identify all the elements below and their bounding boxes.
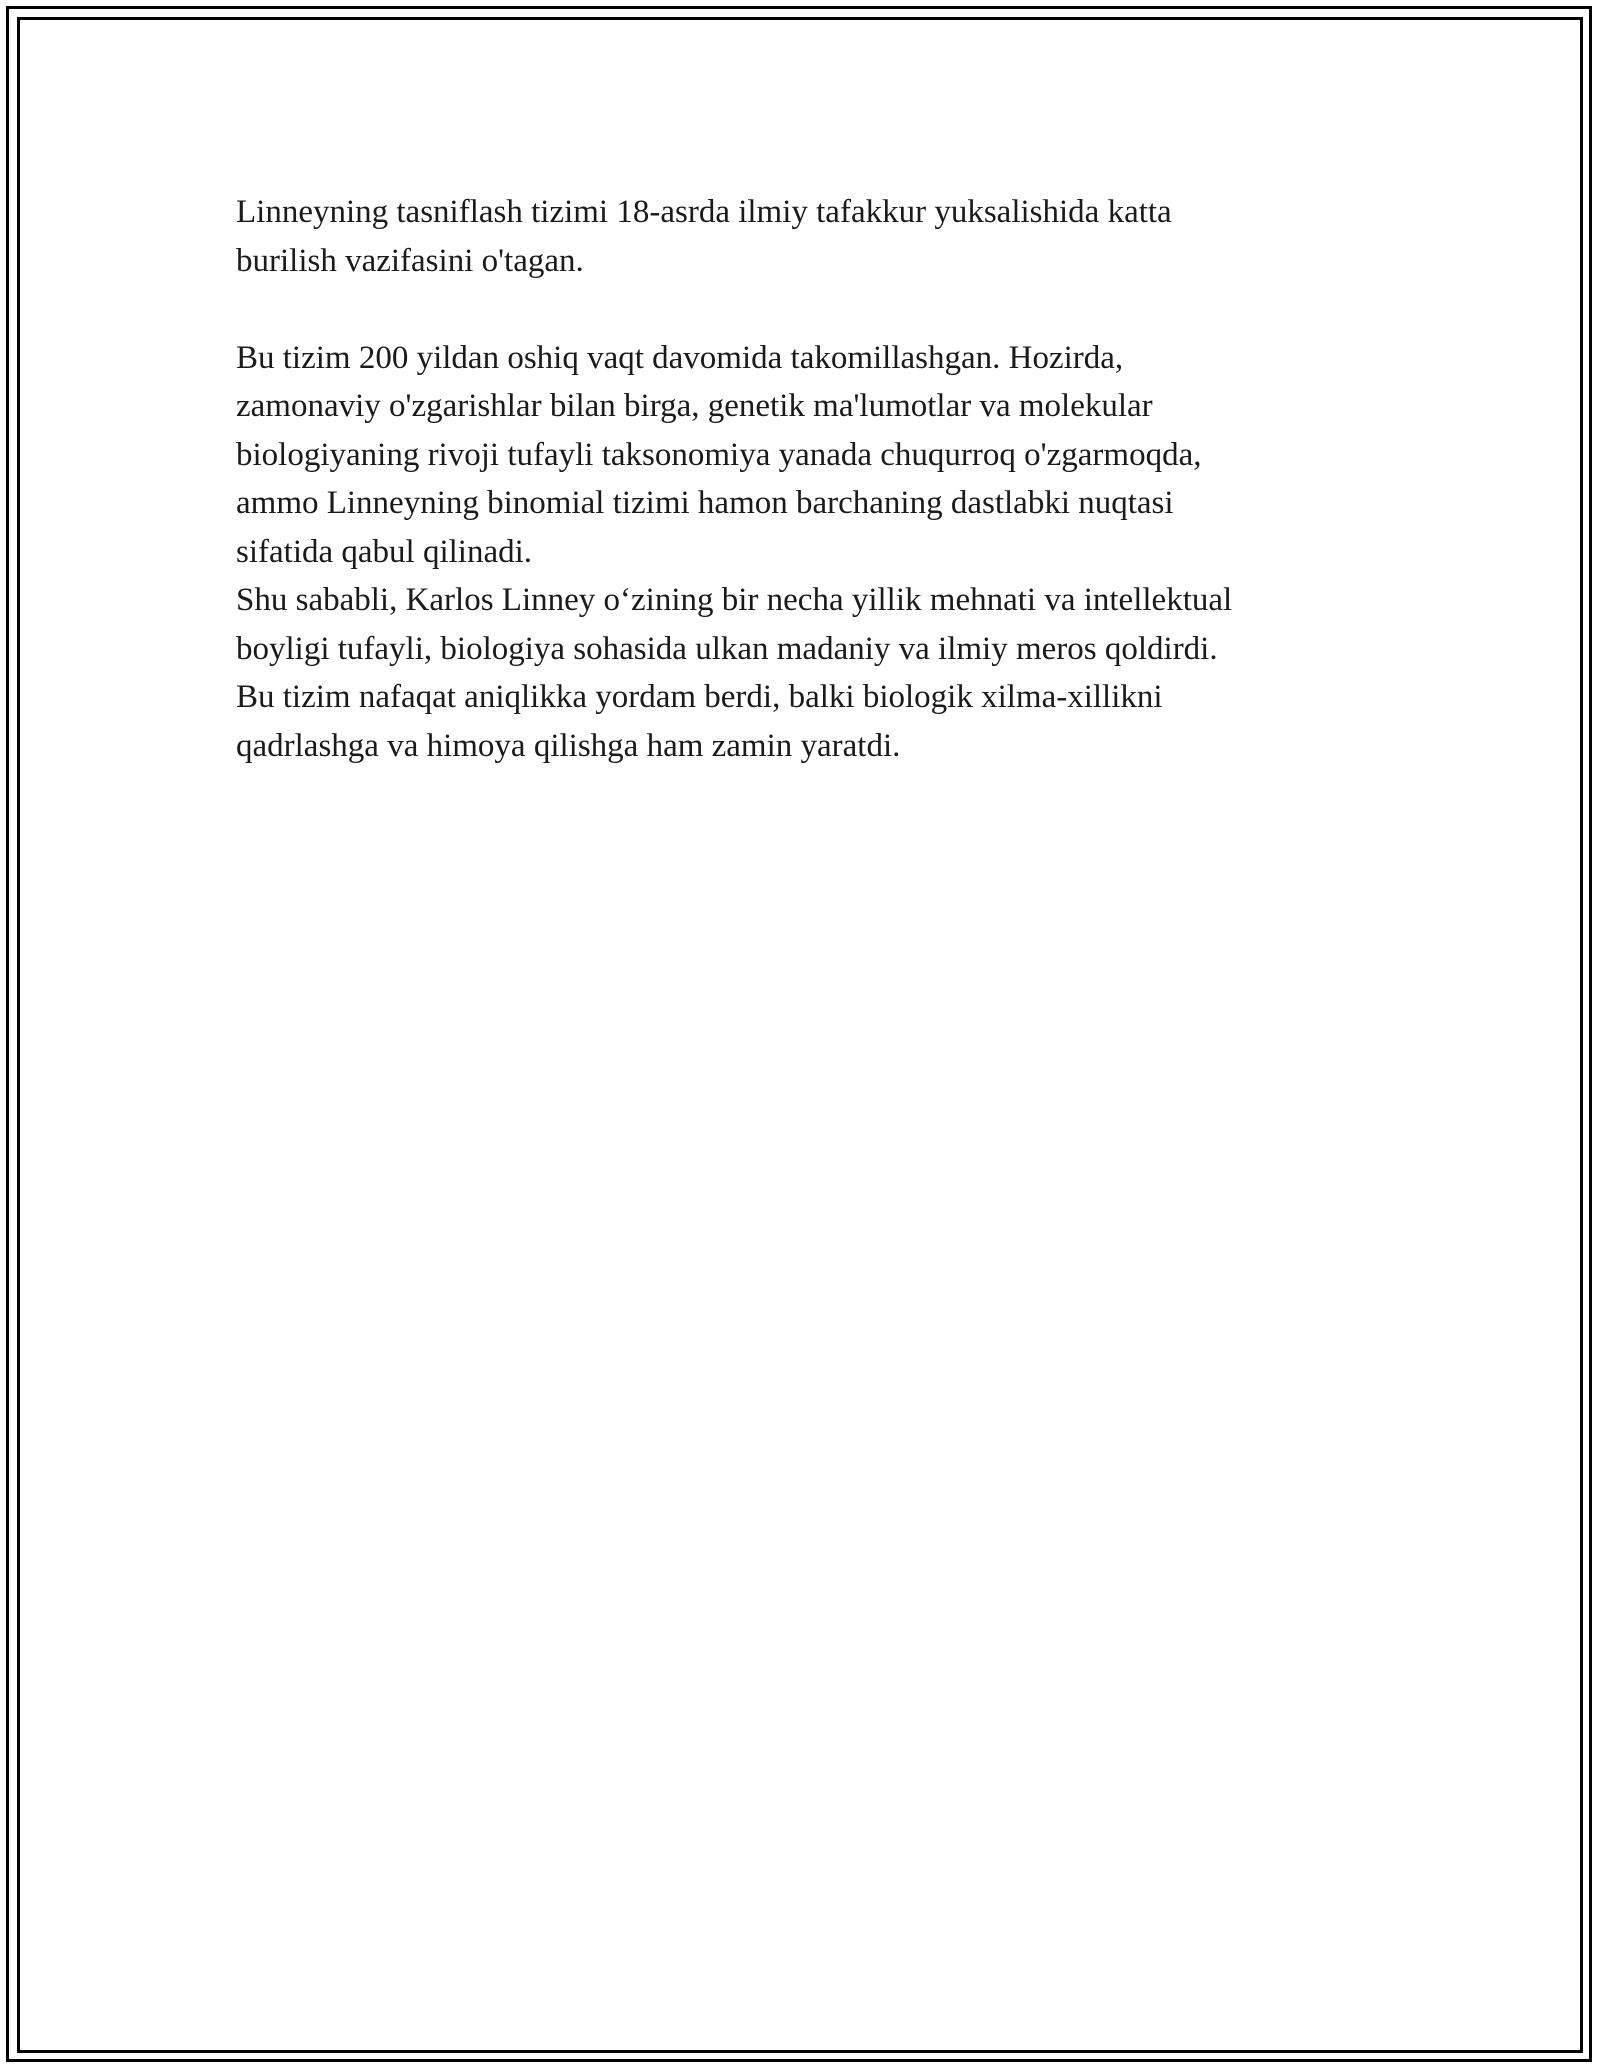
text-line: qadrlashga va himoya qilishga ham zamin yaratdi. bbox=[236, 727, 901, 764]
text-line: sifatida qabul qilinadi. bbox=[236, 533, 533, 570]
text-line: Shu sababli, Karlos Linney o‘zining bir necha yillik mehnati va intellektual bbox=[236, 582, 1233, 618]
paragraph-2 bbox=[236, 334, 1376, 577]
text-line: ammo Linneyning binomial tizimi hamon barchaning dastlabki nuqtasi bbox=[236, 485, 1174, 521]
text-line: burilish vazifasini o'tagan. bbox=[236, 242, 584, 279]
text-line: Linneyning tasniflash tizimi 18-asrda ilmiy tafakkur yuksalishida katta bbox=[236, 194, 1172, 230]
text-line: Bu tizim nafaqat aniqlikka yordam berdi, balki biologik xilma-xillikni bbox=[236, 679, 1163, 715]
document-body bbox=[236, 188, 1376, 770]
text-line: biologiyaning rivoji tufayli taksonomiya yanada chuqurroq o'zgarmoqda, bbox=[236, 436, 1202, 473]
text-line: boyligi tufayli, biologiya sohasida ulkan madaniy va ilmiy meros qoldirdi. bbox=[236, 630, 1218, 667]
text-line: zamonaviy o'zgarishlar bilan birga, genetik ma'lumotlar va molekular bbox=[236, 388, 1153, 424]
paragraph-spacer bbox=[236, 285, 1376, 334]
text-line: Bu tizim 200 yildan oshiq vaqt davomida takomillashgan. Hozirda, bbox=[236, 339, 1124, 376]
paragraph-1 bbox=[236, 188, 1376, 285]
paragraph-3 bbox=[236, 576, 1376, 770]
